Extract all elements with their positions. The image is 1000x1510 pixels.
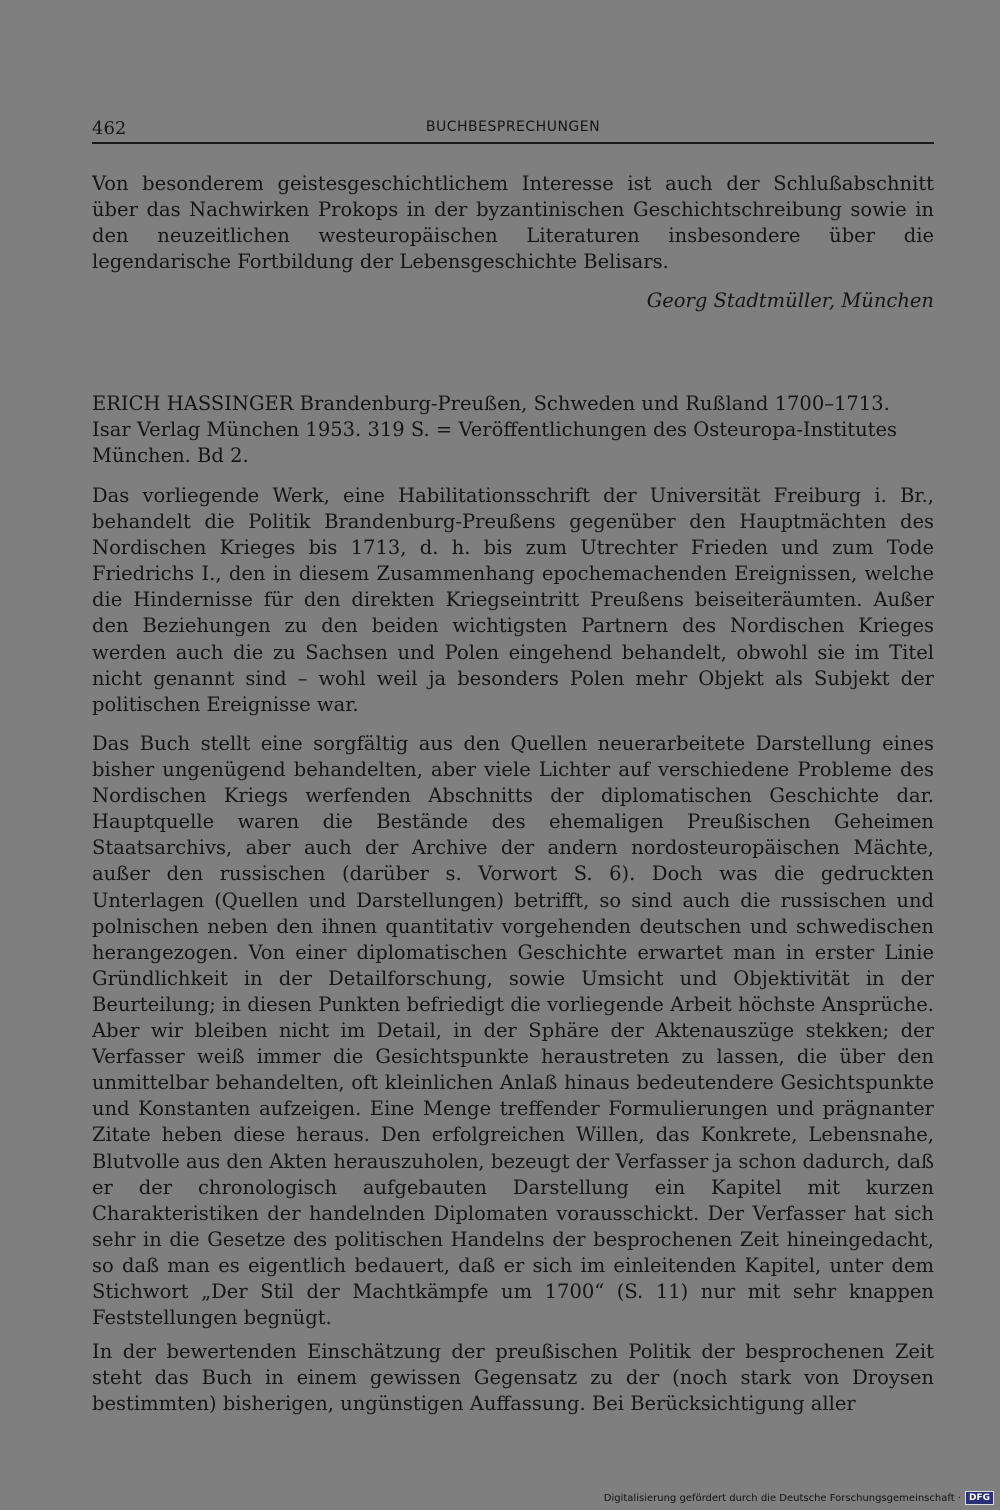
running-head: BUCHBESPRECHUNGEN <box>425 119 601 135</box>
page-number: 462 <box>92 118 127 139</box>
paragraph-review-3: In der bewertenden Einschätzung der preußischen Politik der besprochenen Zeit steht das Buch in einem gewissen Gegensatz zu der (noch stark von Droysen bestimmten) bisherigen, ungünstigen Auffassung. Bei Berücksichtigung aller <box>92 1340 934 1416</box>
paragraph-review-1: Das vorliegende Werk, eine Habilitationsschrift der Universität Freiburg i. Br., behandelt die Politik Brandenburg-Preußens gegenüber den Hauptmächten des Nordischen Krieges bis 1713, d. h. bis zum Utrechter Frieden und zum Tode Friedrichs I., den in diesem Zusammenhang epochemachenden Ereignissen, welche die Hindernisse für den direkten Kriegseintritt Preußens beiseiteräumten. Außer den Beziehungen zu den beiden wichtigsten Partnern des Nordischen Krieges werden auch die zu Sachsen und Polen eingehend behandelt, obwohl sie im Titel nicht genannt sind – wohl weil ja besonders Polen mehr Objekt als Subjekt der politischen Ereignisse war. <box>92 484 934 716</box>
paragraph-prokop-conclusion: Von besonderem geistesgeschichtlichem Interesse ist auch der Schlußabschnitt über das Nachwirken Prokops in der byzantinischen Geschichtschreibung sowie in den neuzeitlichen westeuropäischen Literaturen insbesondere über die legendarische Fortbildung der Lebensgeschichte Belisars. <box>92 172 934 274</box>
book-entry-heading: ERICH HASSINGER Brandenburg-Preußen, Schweden und Rußland 1700–1713. Isar Verlag München 1953. 319 S. = Veröffentlichungen des Osteuropa-Institutes München. Bd 2. <box>92 392 898 468</box>
reviewer-signature: Georg Stadtmüller, München <box>646 289 934 312</box>
digitization-footer <box>604 1491 994 1505</box>
paragraph-review-2: Das Buch stellt eine sorgfältig aus den Quellen neuerarbeitete Darstellung eines bisher ungenügend behandelten, aber viele Lichter auf verschiedene Probleme des Nordischen Kriegs werfenden Abschnitts der diplomatischen Geschichte dar. Hauptquelle waren die Bestände des ehemaligen Preußischen Geheimen Staatsarchivs, aber auch der Archive der andern nordosteuropäischen Mächte, außer den russischen (darüber s. Vorwort S. 6). Doch was die gedruckten Unterlagen (Quellen und Darstellungen) betrifft, so sind auch die russischen und polnischen neben den ihnen quantitativ vorgehenden deutschen und schwedischen herangezogen. Von einer diplomatischen Geschichte erwartet man in erster Linie Gründlichkeit in der Detailforschung, sowie Umsicht und Objektivität in der Beurteilung; in diesen Punkten befriedigt die vorliegende Arbeit höchste Ansprüche. Aber wir bleiben nicht im Detail, in der Sphäre der Aktenauszüge stekken; der Verfasser weiß immer die Gesichtspunkte heraustreten zu lassen, die über den unmittelbar behandelten, oft kleinlichen Anlaß hinaus bedeutendere Gesichtspunkte und Konstanten aufzeigen. Eine Menge treffender Formulierungen und prägnanter Zitate heben diese heraus. Den erfolgreichen Willen, das Konkrete, Lebensnahe, Blutvolle aus den Akten herauszuholen, bezeugt der Verfasser ja schon dadurch, daß er der chronologisch aufgebauten Darstellung ein Kapitel mit kurzen Charakteristiken der handelnden Diplomaten vorausschickt. Der Verfasser hat sich sehr in die Gesetze des politischen Handelns der besprochenen Zeit hineingedacht, so daß man es eigentlich bedauert, daß er sich im einleitenden Kapitel, unter dem Stichwort „Der Stil der Machtkämpfe um 1700“ (S. 11) nur mit sehr knappen Feststellungen begnügt. <box>92 732 934 1330</box>
dfg-logo: DFG <box>965 1491 994 1505</box>
page-header <box>92 116 934 144</box>
footer-credit: Digitalisierung gefördert durch die Deutsche Forschungsgemeinschaft · <box>603 1492 961 1504</box>
